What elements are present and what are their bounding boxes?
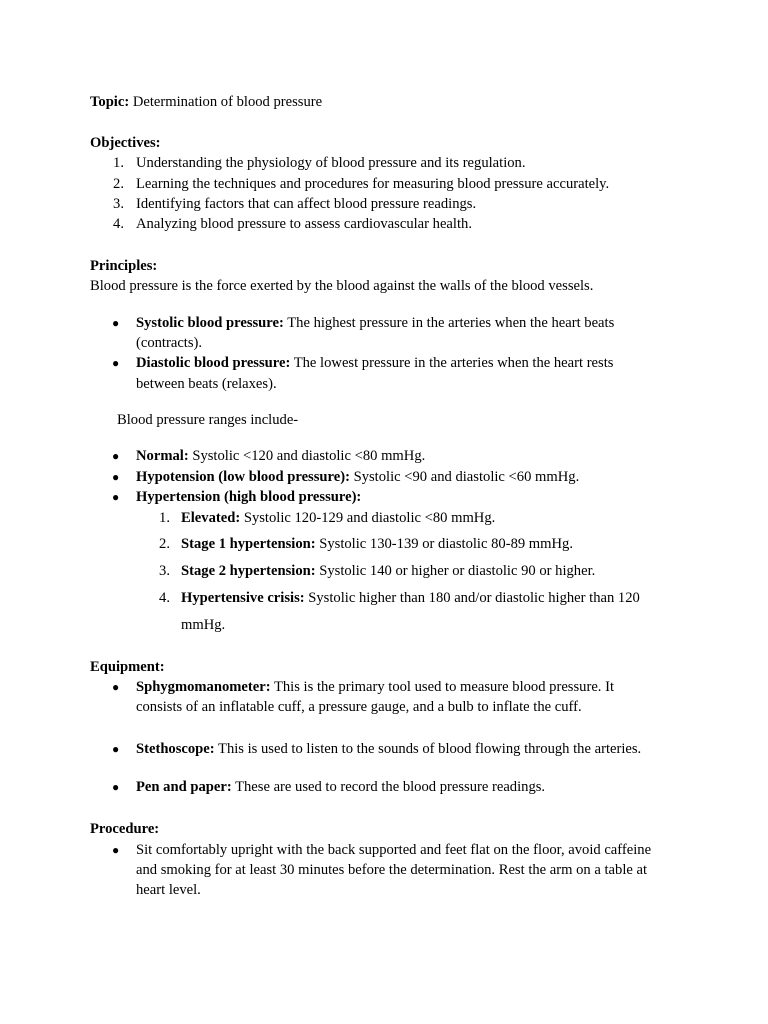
list-item-term: Hypotension (low blood pressure): [136,469,350,485]
list-item-text: Systolic 120-129 and diastolic <80 mmHg. [240,510,496,526]
list-item-text: These are used to record the blood pressure readings. [231,779,546,795]
list-item [181,534,573,554]
list-item: Identifying factors that can affect blood pressure readings. [136,196,477,212]
list-item [136,487,361,507]
bullet: ● [112,742,120,756]
list-item-continuation: and smoking for at least 30 minutes before the determination. Rest the arm on a table at [136,862,648,878]
list-item-term: Stage 2 hypertension: [181,563,316,579]
list-item-term: Systolic blood pressure: [136,315,284,331]
list-item-continuation: consists of an inflatable cuff, a pressure gauge, and a bulb to inflate the cuff. [136,699,582,715]
list-number: 3. [159,563,170,579]
bullet: ● [112,843,120,857]
bullet: ● [112,470,120,484]
procedure-heading-text: Procedure: [90,821,160,837]
list-item [136,467,579,487]
list-item [181,588,640,608]
list-item [136,777,545,797]
list-item-text: Systolic 130-139 or diastolic 80-89 mmHg. [315,536,573,552]
bullet: ● [112,490,120,504]
list-item: Learning the techniques and procedures for measuring blood pressure accurately. [136,176,610,192]
list-item [181,561,595,581]
bullet: ● [112,680,120,694]
list-item-text: This is the primary tool used to measure blood pressure. It [270,679,615,695]
bullet: ● [112,316,120,330]
list-item-text: The highest pressure in the arteries when the heart beats [283,315,615,331]
bullet: ● [112,356,120,370]
list-item-continuation: between beats (relaxes). [136,376,277,392]
list-number: 1. [159,510,170,526]
list-number: 3. [113,196,124,212]
procedure-heading [90,819,159,839]
list-item-text: Systolic 140 or higher or diastolic 90 or higher. [315,563,596,579]
list-number: 4. [159,590,170,606]
principles-heading-text: Principles: [90,258,158,274]
list-item [136,313,614,333]
principles-heading [90,256,157,276]
list-item-term: Elevated: [181,510,241,526]
list-item [181,508,495,528]
topic-label: Topic: [90,94,130,110]
list-item [136,446,425,466]
list-item-text: This is used to listen to the sounds of blood flowing through the arteries. [214,741,642,757]
list-item-term: Pen and paper: [136,779,232,795]
list-item-term: Sphygmomanometer: [136,679,271,695]
list-item [136,739,641,759]
list-number: 4. [113,216,124,232]
list-item-text: The lowest pressure in the arteries when the heart rests [290,355,614,371]
topic-text: Determination of blood pressure [132,94,323,110]
list-item-text: Systolic higher than 180 and/or diastolic higher than 120 [304,590,640,606]
list-item [136,353,613,373]
list-item-continuation: mmHg. [181,617,226,633]
equipment-heading-text: Equipment: [90,659,165,675]
list-item-continuation: heart level. [136,882,201,898]
list-item-continuation: (contracts). [136,335,203,351]
list-item-term: Stethoscope: [136,741,215,757]
list-number: 2. [113,176,124,192]
topic-line [90,92,322,112]
bullet: ● [112,780,120,794]
list-number: 1. [113,155,124,171]
list-item: Sit comfortably upright with the back supported and feet flat on the floor, avoid caffeine [136,842,652,858]
objectives-heading [90,133,161,153]
list-item-text: Systolic <90 and diastolic <60 mmHg. [349,469,580,485]
list-item-term: Normal: [136,448,189,464]
list-item-text: Systolic <120 and diastolic <80 mmHg. [188,448,426,464]
principles-intro: Blood pressure is the force exerted by the blood against the walls of the blood vessels. [90,278,594,294]
list-number: 2. [159,536,170,552]
list-item-term: Hypertensive crisis: [181,590,305,606]
equipment-heading [90,657,165,677]
list-item: Analyzing blood pressure to assess cardiovascular health. [136,216,472,232]
ranges-intro: Blood pressure ranges include- [117,412,299,428]
objectives-heading-text: Objectives: [90,135,161,151]
list-item-term: Stage 1 hypertension: [181,536,316,552]
list-item: Understanding the physiology of blood pressure and its regulation. [136,155,526,171]
list-item-term: Diastolic blood pressure: [136,355,291,371]
list-item [136,677,614,697]
list-item-term: Hypertension (high blood pressure): [136,489,362,505]
bullet: ● [112,449,120,463]
